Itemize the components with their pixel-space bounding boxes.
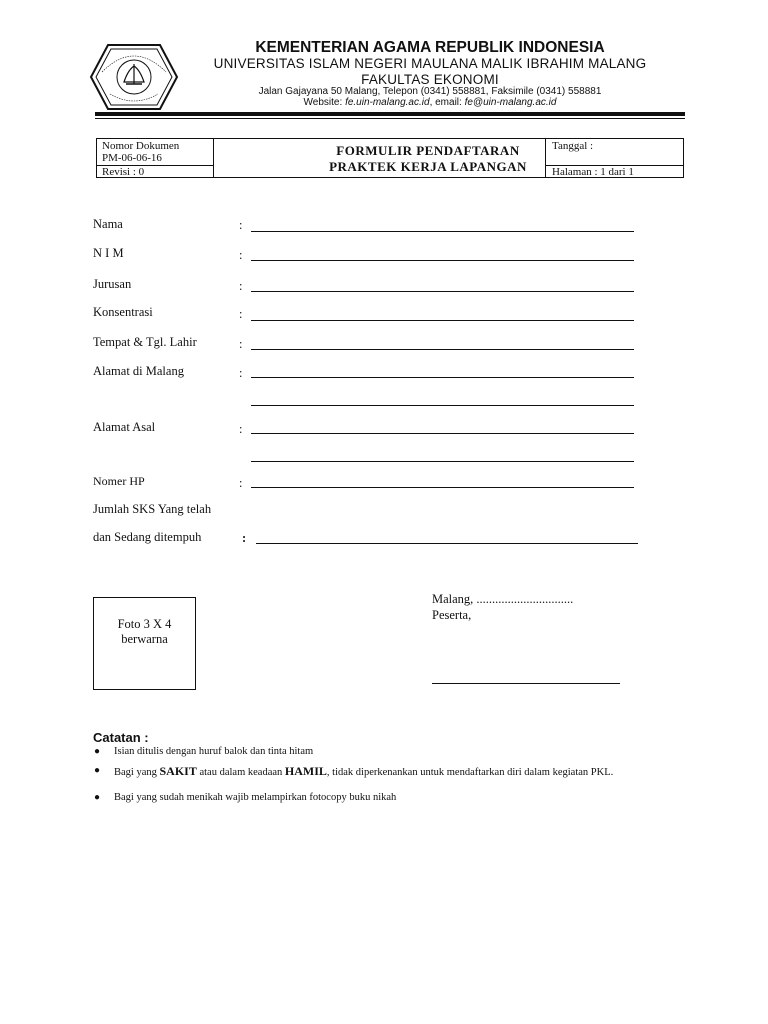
ministry-name: KEMENTERIAN AGAMA REPUBLIK INDONESIA	[255, 39, 605, 56]
university-logo	[88, 42, 180, 112]
contact-line	[190, 97, 670, 108]
photo-label-line2: berwarna	[121, 632, 168, 646]
faculty-name: FAKULTAS EKONOMI	[361, 72, 499, 87]
label-jumlah-sks: Jumlah SKS Yang telah	[93, 502, 212, 516]
colon: :	[239, 307, 243, 321]
label-nim: N I M	[93, 246, 124, 260]
signature-role: Peserta,	[432, 608, 472, 622]
colon: :	[239, 218, 243, 232]
alamat-asal-field[interactable]	[251, 433, 634, 434]
colon: :	[239, 366, 243, 380]
notes-title: Catatan :	[93, 730, 149, 745]
page-info: Halaman : 1 dari 1	[552, 166, 634, 178]
alamat-malang-field[interactable]	[251, 377, 634, 378]
jurusan-field[interactable]	[251, 291, 634, 292]
photo-label-line1: Foto 3 X 4	[117, 617, 172, 631]
note-emphasis: HAMIL	[284, 764, 327, 778]
header-divider-thick	[95, 112, 685, 116]
email-link[interactable]: fe@uin-malang.ac.id	[464, 97, 557, 108]
note-emphasis: SAKIT	[159, 764, 197, 778]
colon: :	[239, 476, 243, 490]
colon: :	[239, 422, 243, 436]
bullet-icon: ●	[94, 765, 101, 776]
header-divider-thin	[95, 118, 685, 119]
alamat-malang-field-line2[interactable]	[251, 405, 634, 406]
bullet-icon: ●	[94, 792, 101, 803]
university-name: UNIVERSITAS ISLAM NEGERI MAULANA MALIK IBRAHIM MALANG	[213, 56, 647, 71]
note-item	[114, 765, 674, 780]
alamat-asal-field-line2[interactable]	[251, 461, 634, 462]
nama-field[interactable]	[251, 231, 634, 232]
revision: Revisi : 0	[102, 166, 145, 178]
note-item: Isian ditulis dengan huruf balok dan tinta hitam	[114, 746, 314, 757]
signature-place-date: Malang, ...............................	[432, 592, 574, 606]
label-alamat-asal: Alamat Asal	[93, 420, 156, 434]
jumlah-sks-field[interactable]	[256, 543, 638, 544]
colon: :	[239, 248, 243, 262]
signature-line[interactable]	[432, 683, 620, 684]
form-title-line1: FORMULIR PENDAFTARAN	[336, 143, 520, 158]
doc-number-label: Nomor Dokumen	[102, 140, 180, 152]
website-link[interactable]: fe.uin-malang.ac.id	[345, 97, 430, 108]
note-item: Bagi yang sudah menikah wajib melampirkan fotocopy buku nikah	[114, 792, 397, 803]
tempat-tgl-lahir-field[interactable]	[251, 349, 634, 350]
form-title-line2: PRAKTEK KERJA LAPANGAN	[329, 159, 527, 174]
email-label: , email:	[429, 97, 462, 108]
date-label: Tanggal :	[552, 140, 594, 152]
label-konsentrasi: Konsentrasi	[93, 305, 153, 319]
label-alamat-malang: Alamat di Malang	[93, 364, 184, 378]
label-sedang-ditempuh: dan Sedang ditempuh	[93, 530, 202, 544]
doc-number: PM-06-06-16	[102, 152, 162, 164]
note-text: , tidak diperkenankan untuk mendaftarkan diri dalam kegiatan PKL.	[326, 767, 614, 778]
label-jurusan: Jurusan	[93, 277, 132, 291]
nim-field[interactable]	[251, 260, 634, 261]
note-text: Bagi yang	[114, 767, 160, 778]
konsentrasi-field[interactable]	[251, 320, 634, 321]
bullet-icon: ●	[94, 746, 101, 757]
note-text: atau dalam keadaan	[196, 767, 285, 778]
colon: :	[239, 279, 243, 293]
document-info-table	[96, 138, 684, 178]
label-nama: Nama	[93, 217, 123, 231]
label-nomer-hp: Nomer HP	[93, 474, 145, 488]
nomer-hp-field[interactable]	[251, 487, 634, 488]
colon: :	[242, 531, 247, 545]
address-line: Jalan Gajayana 50 Malang, Telepon (0341) 558881, Faksimile (0341) 558881	[258, 86, 602, 97]
label-tempat-tgl-lahir: Tempat & Tgl. Lahir	[93, 335, 197, 349]
colon: :	[239, 337, 243, 351]
website-label: Website:	[303, 97, 343, 108]
